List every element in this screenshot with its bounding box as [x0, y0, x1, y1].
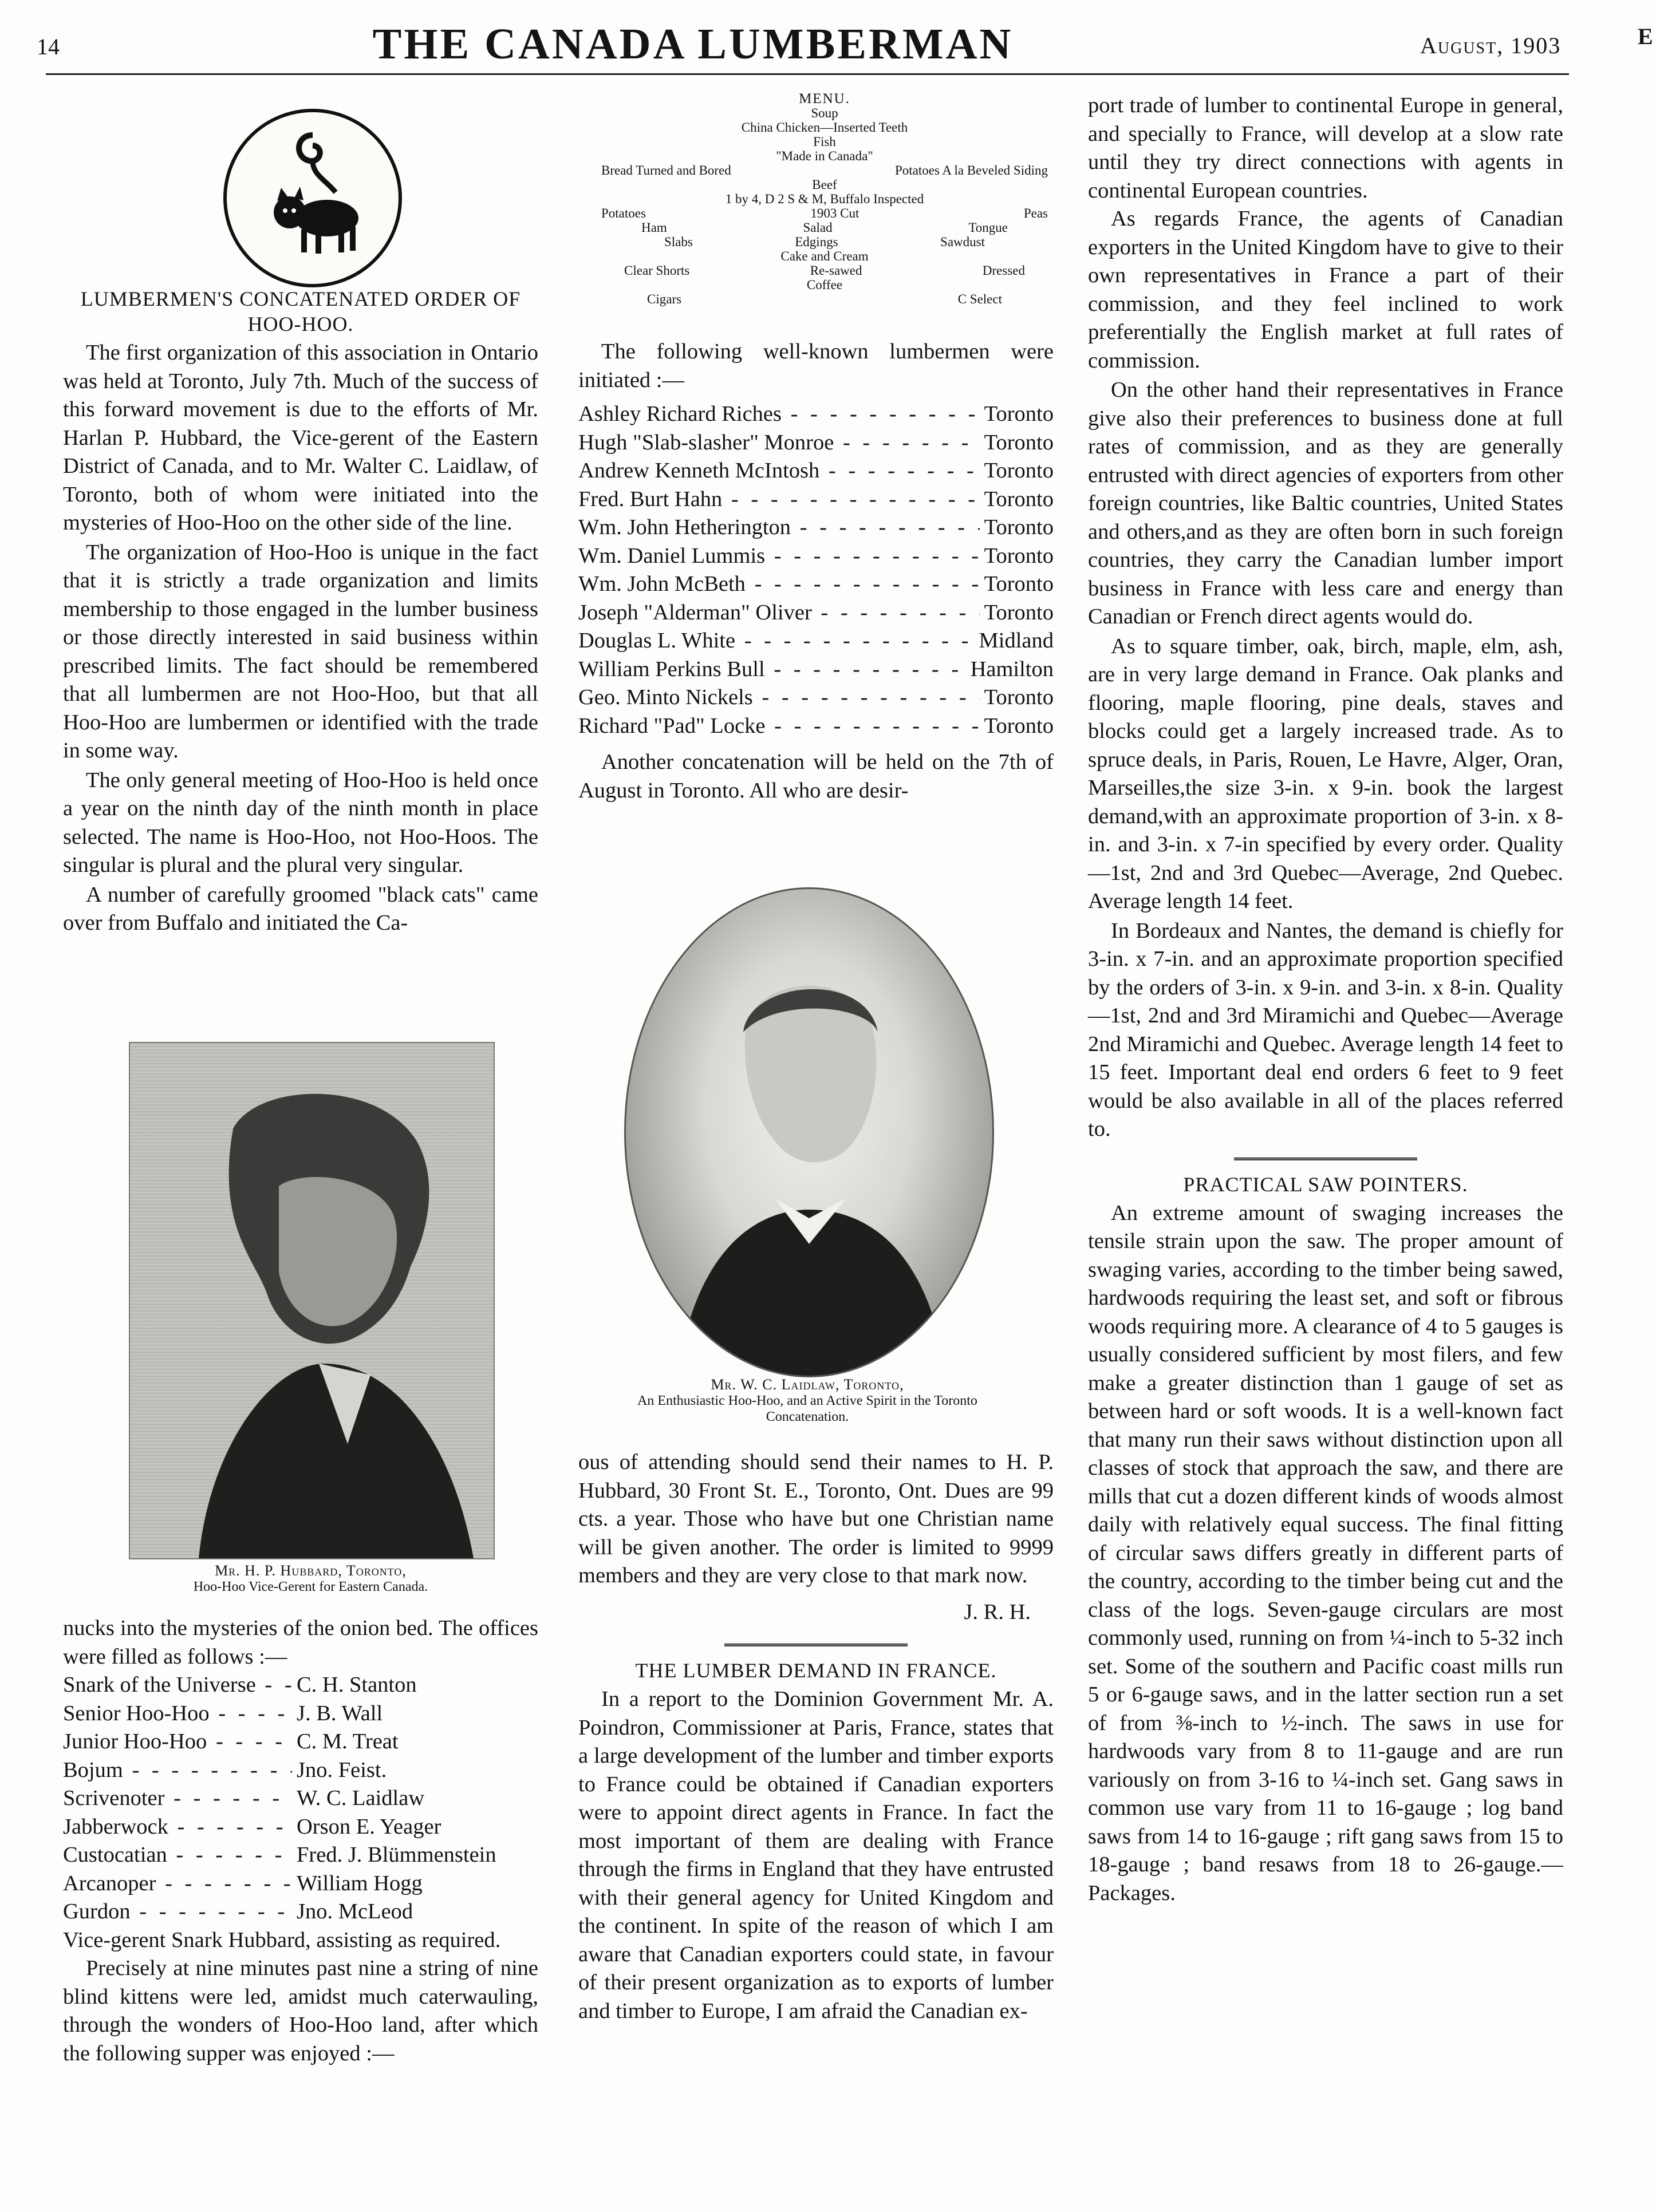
menu-item: C Select — [957, 292, 1002, 306]
menu-item: Cigars — [647, 292, 682, 306]
officer-name: William Hogg — [292, 1870, 538, 1898]
initiate-row — [578, 599, 1054, 627]
lumber-demand-paragraph: In Bordeaux and Nantes, the demand is chiefly for 3-in. x 7-in. and an approximate proportion specified by the orders of 3-in. x 9-in. and 3-in. x 8-in. Quality—1st, 2nd and 3rd Miramichi and Quebec—Average 2nd Miramichi and Quebec. Average length 14 feet to 15 feet. Important deal end orders 6 feet to 9 feet would be also available in all of the places referred to. — [1088, 918, 1563, 1141]
initiate-name: Hugh "Slab-slasher" Monroe - - - — [578, 429, 980, 457]
hoo-hoo-paragraph: The organization of Hoo-Hoo is unique in the fact that it is strictly a trade organization and limits membership to those engaged in the lumber business or those directly interested in said business within prescribed limits. The fact should be remembered that all lumbermen are not Hoo-Hoo, but that all Hoo-Hoo are lumbermen or identified with the trade in some way. — [63, 540, 538, 763]
initiate-name: Richard "Pad" Locke - - - — [578, 712, 980, 741]
initiates-list — [578, 400, 1054, 740]
initiate-name: Wm. John McBeth - - - — [578, 570, 980, 599]
officer-name: W. C. Laidlaw — [292, 1784, 538, 1813]
initiate-row — [578, 400, 1054, 429]
officer-office: Snark of the Universe - - - — [63, 1671, 292, 1700]
officer-office: Senior Hoo-Hoo - - - — [63, 1700, 292, 1728]
officer-office: Junior Hoo-Hoo - - - — [63, 1728, 292, 1756]
officer-office: Scrivenoter - - - — [63, 1784, 292, 1813]
initiate-place: Toronto — [980, 514, 1054, 542]
initiates-continued-text: ous of attending should send their names to H. P. Hubbard, 30 Front St. E., Toronto, Ont. Dues are 99 cts. a year. Those who have but one Christian name will be given another. The order is limited to 9999 members and they are very close to that mark now. — [578, 1450, 1054, 1587]
officer-row — [63, 1898, 538, 1926]
officer-name: C. M. Treat — [292, 1728, 538, 1756]
officer-office: Bojum - - - — [63, 1756, 292, 1785]
hubbard-portrait-caption — [129, 1563, 492, 1595]
menu-row — [578, 163, 1071, 177]
supper-menu — [578, 92, 1071, 306]
officers-list — [63, 1671, 538, 1926]
initiate-name: Geo. Minto Nickels - - - — [578, 684, 980, 712]
officer-name: J. B. Wall — [292, 1700, 538, 1728]
hubbard-portrait-photo — [129, 1042, 495, 1559]
section-divider — [1234, 1158, 1417, 1160]
initiate-place: Toronto — [980, 542, 1054, 571]
menu-row — [578, 292, 1071, 306]
menu-title: MENU. — [799, 91, 850, 106]
menu-row — [578, 235, 1071, 249]
section-divider — [724, 1644, 908, 1646]
hubbard-caption-text: Hoo-Hoo Vice-Gerent for Eastern Canada. — [193, 1579, 428, 1594]
initiate-name: Wm. Daniel Lummis - - - — [578, 542, 980, 571]
initiate-row — [578, 712, 1054, 741]
hoo-hoo-paragraph: The only general meeting of Hoo-Hoo is held once a year on the ninth day of the ninth month in place selected. The name is Hoo-Hoo, not Hoo-Hoos. The singular is plural and the plural very singular. — [63, 768, 538, 877]
initiate-name: Andrew Kenneth McIntosh - - - — [578, 457, 980, 485]
lumber-demand-paragraph: As regards France, the agents of Canadian exporters in the United Kingdom have to give to their own representatives in France a part of their commission, and they feel inclined to work preferentially the English market at full rates of commission. — [1088, 207, 1563, 373]
hoo-hoo-paragraph: A number of carefully groomed "black cats" came over from Buffalo and initiated the Ca- — [63, 882, 538, 935]
corner-mark: E — [1638, 23, 1653, 49]
laidlaw-portrait-caption — [596, 1377, 1019, 1425]
menu-item: Edgings — [795, 235, 838, 249]
initiate-row — [578, 627, 1054, 655]
masthead-title: THE CANADA LUMBERMAN — [372, 20, 1014, 68]
initiate-name: Douglas L. White - - - — [578, 627, 975, 655]
menu-line: Beef — [812, 177, 837, 192]
menu-line: Cake and Cream — [780, 249, 869, 263]
officer-name: Fred. J. Blümmenstein — [292, 1841, 538, 1870]
portrait-silhouette — [626, 889, 992, 1376]
hubbard-caption-name: Mr. H. P. Hubbard, Toronto, — [215, 1562, 407, 1579]
lumber-demand-paragraph: On the other hand their representatives in France give also their preferences to business done at full rates of commission, and as they are generally entrusted with direct agencies of exporters from other foreign countries, like Baltic countries, United States and others,and as they are often born in such foreign countries, they carry the Canadian lumber import business in France with less care and energy than Canadian or French direct agents would do. — [1088, 378, 1563, 629]
initiate-place: Midland — [975, 627, 1054, 655]
officer-office: Custocatian - - - — [63, 1841, 292, 1870]
menu-item: Sawdust — [940, 235, 985, 249]
officer-office: Arcanoper - - - — [63, 1870, 292, 1898]
initiate-place: Toronto — [980, 457, 1054, 485]
officer-office: Gurdon - - - — [63, 1898, 292, 1926]
initiate-name: Fred. Burt Hahn - - - — [578, 485, 980, 514]
initiate-place: Hamilton — [966, 655, 1054, 684]
initiate-row — [578, 457, 1054, 485]
menu-line: "Made in Canada" — [776, 149, 873, 163]
hoo-hoo-paragraph: The first organization of this association in Ontario was held at Toronto, July 7th. Much of the success of this forward movement is due to the efforts of Mr. Harlan P. Hubbard, the Vice-gerent of the Eastern District of Canada, and to Mr. Walter C. Laidlaw, of Toronto, both of whom were initiated into the mysteries of Hoo-Hoo on the other side of the line. — [63, 341, 538, 535]
initiate-row — [578, 570, 1054, 599]
officer-row — [63, 1671, 538, 1700]
saw-pointers-title: PRACTICAL SAW POINTERS. — [1183, 1172, 1468, 1196]
hoo-hoo-closing-paragraph: Precisely at nine minutes past nine a string of nine blind kittens were led, amidst much caterwauling, through the wonders of Hoo-Hoo land, after which the following supper was enjoyed :— — [63, 1956, 538, 2065]
officer-row — [63, 1870, 538, 1898]
officer-row — [63, 1728, 538, 1756]
initiate-place: Toronto — [980, 429, 1054, 457]
menu-item: Slabs — [664, 235, 693, 249]
initiate-place: Toronto — [980, 400, 1054, 429]
hoo-hoo-article-continued — [63, 1614, 538, 2069]
lumber-demand-title: THE LUMBER DEMAND IN FRANCE. — [635, 1659, 997, 1682]
initiate-place: Toronto — [980, 485, 1054, 514]
menu-row — [578, 263, 1071, 278]
hoo-hoo-article — [63, 286, 538, 939]
hoo-hoo-title: LUMBERMEN'S CONCATENATED ORDER OF HOO-HOO. — [80, 287, 521, 335]
menu-item: Ham — [641, 220, 667, 235]
next-meeting-paragraph: Another concatenation will be held on the 7th of August in Toronto. All who are desir- — [578, 750, 1054, 803]
initiate-name: Ashley Richard Riches - - - — [578, 400, 980, 429]
article-signature: J. R. H. — [964, 1599, 1031, 1624]
initiate-row — [578, 684, 1054, 712]
officer-row — [63, 1756, 538, 1785]
portrait-silhouette — [130, 1043, 494, 1558]
lumber-demand-continued — [1088, 92, 1563, 1909]
initiate-row — [578, 429, 1054, 457]
initiate-place: Toronto — [980, 712, 1054, 741]
issue-date: August, 1903 — [1420, 33, 1562, 58]
initiates-section — [578, 338, 1054, 806]
initiates-continued — [578, 1448, 1054, 2027]
menu-item: Potatoes — [601, 206, 646, 220]
menu-item: Bread Turned and Bored — [601, 163, 731, 177]
menu-item: Salad — [803, 220, 833, 235]
menu-item: Potatoes A la Beveled Siding — [894, 163, 1048, 177]
initiate-row — [578, 542, 1054, 571]
menu-item: Dressed — [982, 263, 1025, 278]
menu-item: Peas — [1023, 206, 1048, 220]
lumber-demand-paragraph: As to square timber, oak, birch, maple, elm, ash, are in very large demand in France. Oak planks and flooring, maple flooring, pine deals, staves and blocks could get a largely increased trade. As to spruce deals, in Paris, Rouen, Le Havre, Alger, Oran, Marseilles,the size 3-in. x 9-in. book the largest demand,with an approximate proportion of 3-in. x 8-in. and 3-in. x 7-in specified by every order. Quality —1st, 2nd and 3rd Quebec—Average, 2nd Quebec. Average length 14 feet. — [1088, 634, 1563, 913]
menu-line: Soup — [811, 106, 838, 120]
menu-line: China Chicken—Inserted Teeth — [741, 120, 908, 135]
vicegerent-note: Vice-gerent Snark Hubbard, assisting as required. — [63, 1927, 501, 1952]
menu-line: Coffee — [806, 278, 843, 292]
menu-line: Fish — [813, 135, 836, 149]
officer-name: C. H. Stanton — [292, 1671, 538, 1700]
initiate-name: William Perkins Bull - - - — [578, 655, 966, 684]
officer-office: Jabberwock - - - — [63, 1813, 292, 1842]
menu-item: 1903 Cut — [810, 206, 859, 220]
initiate-row — [578, 514, 1054, 542]
initiates-intro: The following well-known lumbermen were initiated :— — [578, 339, 1054, 392]
laidlaw-caption-text: An Enthusiastic Hoo-Hoo, and an Active Spirit in the Toronto Concatenation. — [637, 1393, 977, 1424]
header-rule — [46, 73, 1569, 75]
officer-row — [63, 1813, 538, 1842]
menu-item: Clear Shorts — [624, 263, 690, 278]
menu-item: Tongue — [968, 220, 1008, 235]
menu-row — [578, 220, 1071, 235]
initiate-row — [578, 485, 1054, 514]
menu-line: 1 by 4, D 2 S & M, Buffalo Inspected — [725, 192, 924, 206]
menu-item: Re-sawed — [810, 263, 862, 278]
hoo-hoo-continued-text: nucks into the mysteries of the onion bed. The offices were filled as follows :— — [63, 1616, 538, 1669]
hoo-hoo-black-cat-emblem — [223, 109, 402, 287]
officer-name: Orson E. Yeager — [292, 1813, 538, 1842]
officer-row — [63, 1700, 538, 1728]
initiate-row — [578, 655, 1054, 684]
officer-name: Jno. Feist. — [292, 1756, 538, 1785]
black-cat-icon — [227, 112, 399, 284]
laidlaw-portrait-photo — [624, 887, 994, 1377]
initiate-place: Toronto — [980, 599, 1054, 627]
officer-row — [63, 1784, 538, 1813]
officer-row — [63, 1841, 538, 1870]
laidlaw-caption-name: Mr. W. C. Laidlaw, Toronto, — [711, 1376, 904, 1393]
initiate-place: Toronto — [980, 684, 1054, 712]
initiate-name: Joseph "Alderman" Oliver - - - — [578, 599, 980, 627]
page-number: 14 — [37, 34, 60, 60]
initiate-name: Wm. John Hetherington - - - — [578, 514, 980, 542]
menu-row — [578, 206, 1071, 220]
lumber-demand-continued-text: port trade of lumber to continental Europe in general, and specially to France, will develop at a slow rate until they try direct connections with agents in continental European countries. — [1088, 93, 1563, 203]
lumber-demand-paragraph: In a report to the Dominion Government Mr. A. Poindron, Commissioner at Paris, France, states that a large development of the lumber and timber exports to France could be obtained if Canadian exporters were to appoint direct agents in France. In fact the most important of them are dealing with France through the firms in England that they have entrusted with their general agency for United Kingdom and the continent. In spite of the reason of which I am aware that Canadian exporters could state, in favour of their present organization as to exports of lumber and timber to Europe, I am afraid the Canadian ex- — [578, 1687, 1054, 2023]
officer-name: Jno. McLeod — [292, 1898, 538, 1926]
saw-pointers-paragraph: An extreme amount of swaging increases the tensile strain upon the saw. The proper amount of swaging varies, according to the timber being sawed, hardwoods requiring the least set, and soft or fibrous woods requiring more. A clearance of 4 to 5 gauges is usually considered sufficient by most filers, and few make a greater distinction than 1 gauge of set as between hard or soft woods. It is a well-known fact that many run their saws without distinction upon all classes of stock that approach the saw, and there are mills that cut a dozen different kinds of woods almost daily with relatively equal success. The final fitting of circular saws differs greatly in different parts of the country, according to the timber being cut and the class of the logs. Seven-gauge circulars are most commonly used, running on from ¼-inch to 5-32 inch set. Some of the southern and Pacific coast mills run 5 or 6-gauge saws, and in the latter section run a set of from ⅜-inch to ½-inch. The saws in use for hardwoods vary from 8 to 11-gauge and are run variously on from 3-16 to ¼-inch set. Gang saws in common use vary from 11 to 16-gauge ; log band saws from 14 to 16-gauge ; rift gang saws from 15 to 18-gauge ; band resaws from 18 to 26-gauge.—Packages. — [1088, 1200, 1563, 1905]
initiate-place: Toronto — [980, 570, 1054, 599]
